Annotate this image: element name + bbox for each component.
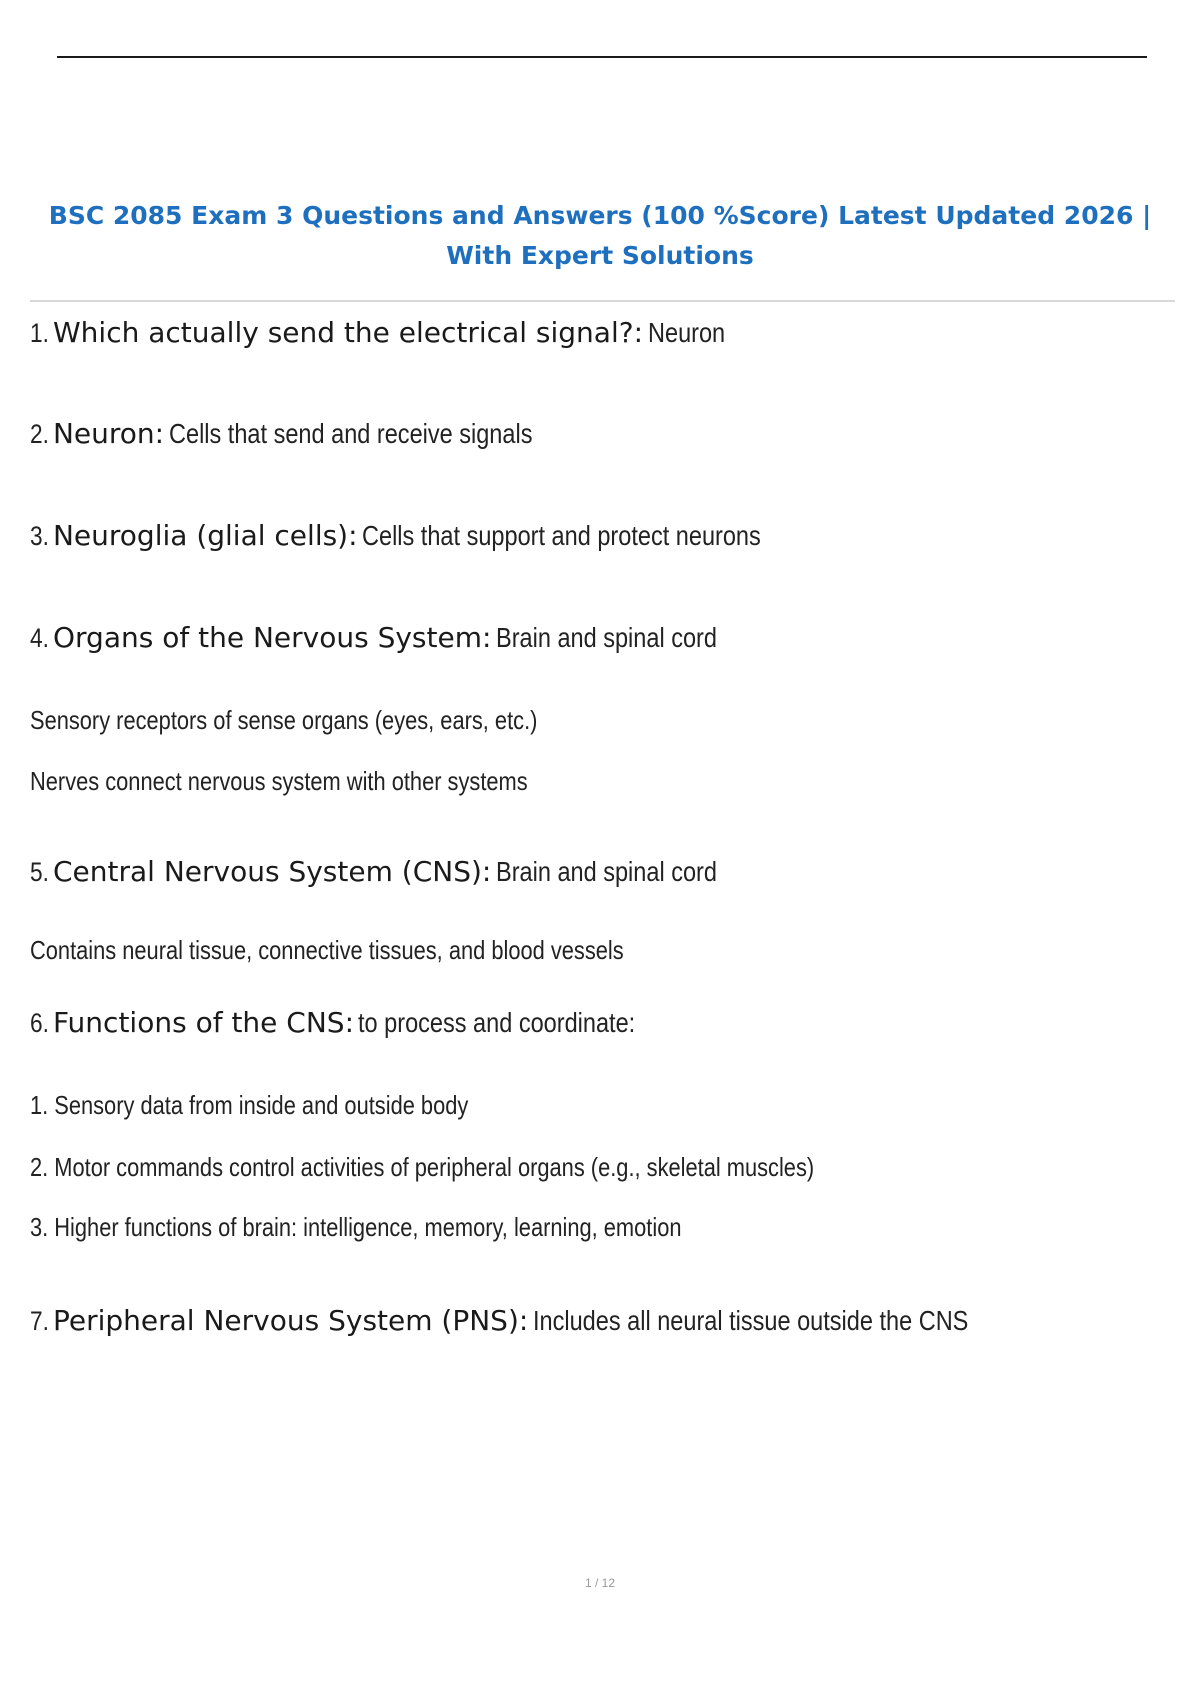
item-6-note-3: 3. Higher functions of brain: intelligence, memory, learning, emotion: [30, 1212, 682, 1242]
page-number: 1 / 12: [584, 1576, 616, 1590]
qa-item-7: [30, 1304, 1051, 1337]
item-definition: Brain and spinal cord: [495, 622, 717, 653]
document-title: [0, 196, 1200, 276]
title-line-2: With Expert Solutions: [446, 241, 754, 270]
item-term: Neuroglia (glial cells):: [52, 519, 358, 552]
title-divider: [30, 300, 1175, 302]
item-4-note-1: Sensory receptors of sense organs (eyes, ears, etc.): [30, 705, 538, 735]
title-line-1: BSC 2085 Exam 3 Questions and Answers (100 %Score) Latest Updated 2026 |: [48, 201, 1152, 230]
qa-item-6: [30, 1006, 688, 1039]
item-4-note-2: Nerves connect nervous system with other systems: [30, 766, 528, 796]
item-number: 4.: [30, 623, 49, 653]
qa-item-3: [30, 519, 837, 552]
qa-item-5: [30, 855, 759, 888]
item-number: 3.: [30, 521, 49, 551]
item-definition: Cells that send and receive signals: [168, 418, 533, 449]
item-5-note-1: Contains neural tissue, connective tissues, and blood vessels: [30, 935, 624, 965]
item-number: 5.: [30, 857, 49, 887]
qa-item-2: [30, 417, 601, 450]
top-rule: [57, 56, 1147, 58]
item-definition: Includes all neural tissue outside the CNS: [532, 1305, 969, 1336]
qa-item-1: [30, 316, 739, 349]
item-term: Central Nervous System (CNS):: [52, 855, 492, 888]
item-definition: Neuron: [647, 317, 725, 348]
item-definition: to process and coordinate:: [358, 1007, 636, 1038]
item-definition: Cells that support and protect neurons: [362, 520, 761, 551]
item-number: 2.: [30, 419, 49, 449]
item-6-note-1: 1. Sensory data from inside and outside body: [30, 1090, 469, 1120]
qa-item-4: [30, 621, 759, 654]
item-number: 7.: [30, 1306, 49, 1336]
item-definition: Brain and spinal cord: [495, 856, 717, 887]
item-term: Functions of the CNS:: [52, 1006, 355, 1039]
item-6-note-2: 2. Motor commands control activities of peripheral organs (e.g., skeletal muscles): [30, 1152, 815, 1182]
item-term: Organs of the Nervous System:: [52, 621, 492, 654]
item-term: Which actually send the electrical signal?:: [52, 316, 644, 349]
item-term: Peripheral Nervous System (PNS):: [52, 1304, 529, 1337]
item-number: 1.: [30, 318, 49, 348]
item-number: 6.: [30, 1008, 49, 1038]
item-term: Neuron:: [52, 417, 165, 450]
